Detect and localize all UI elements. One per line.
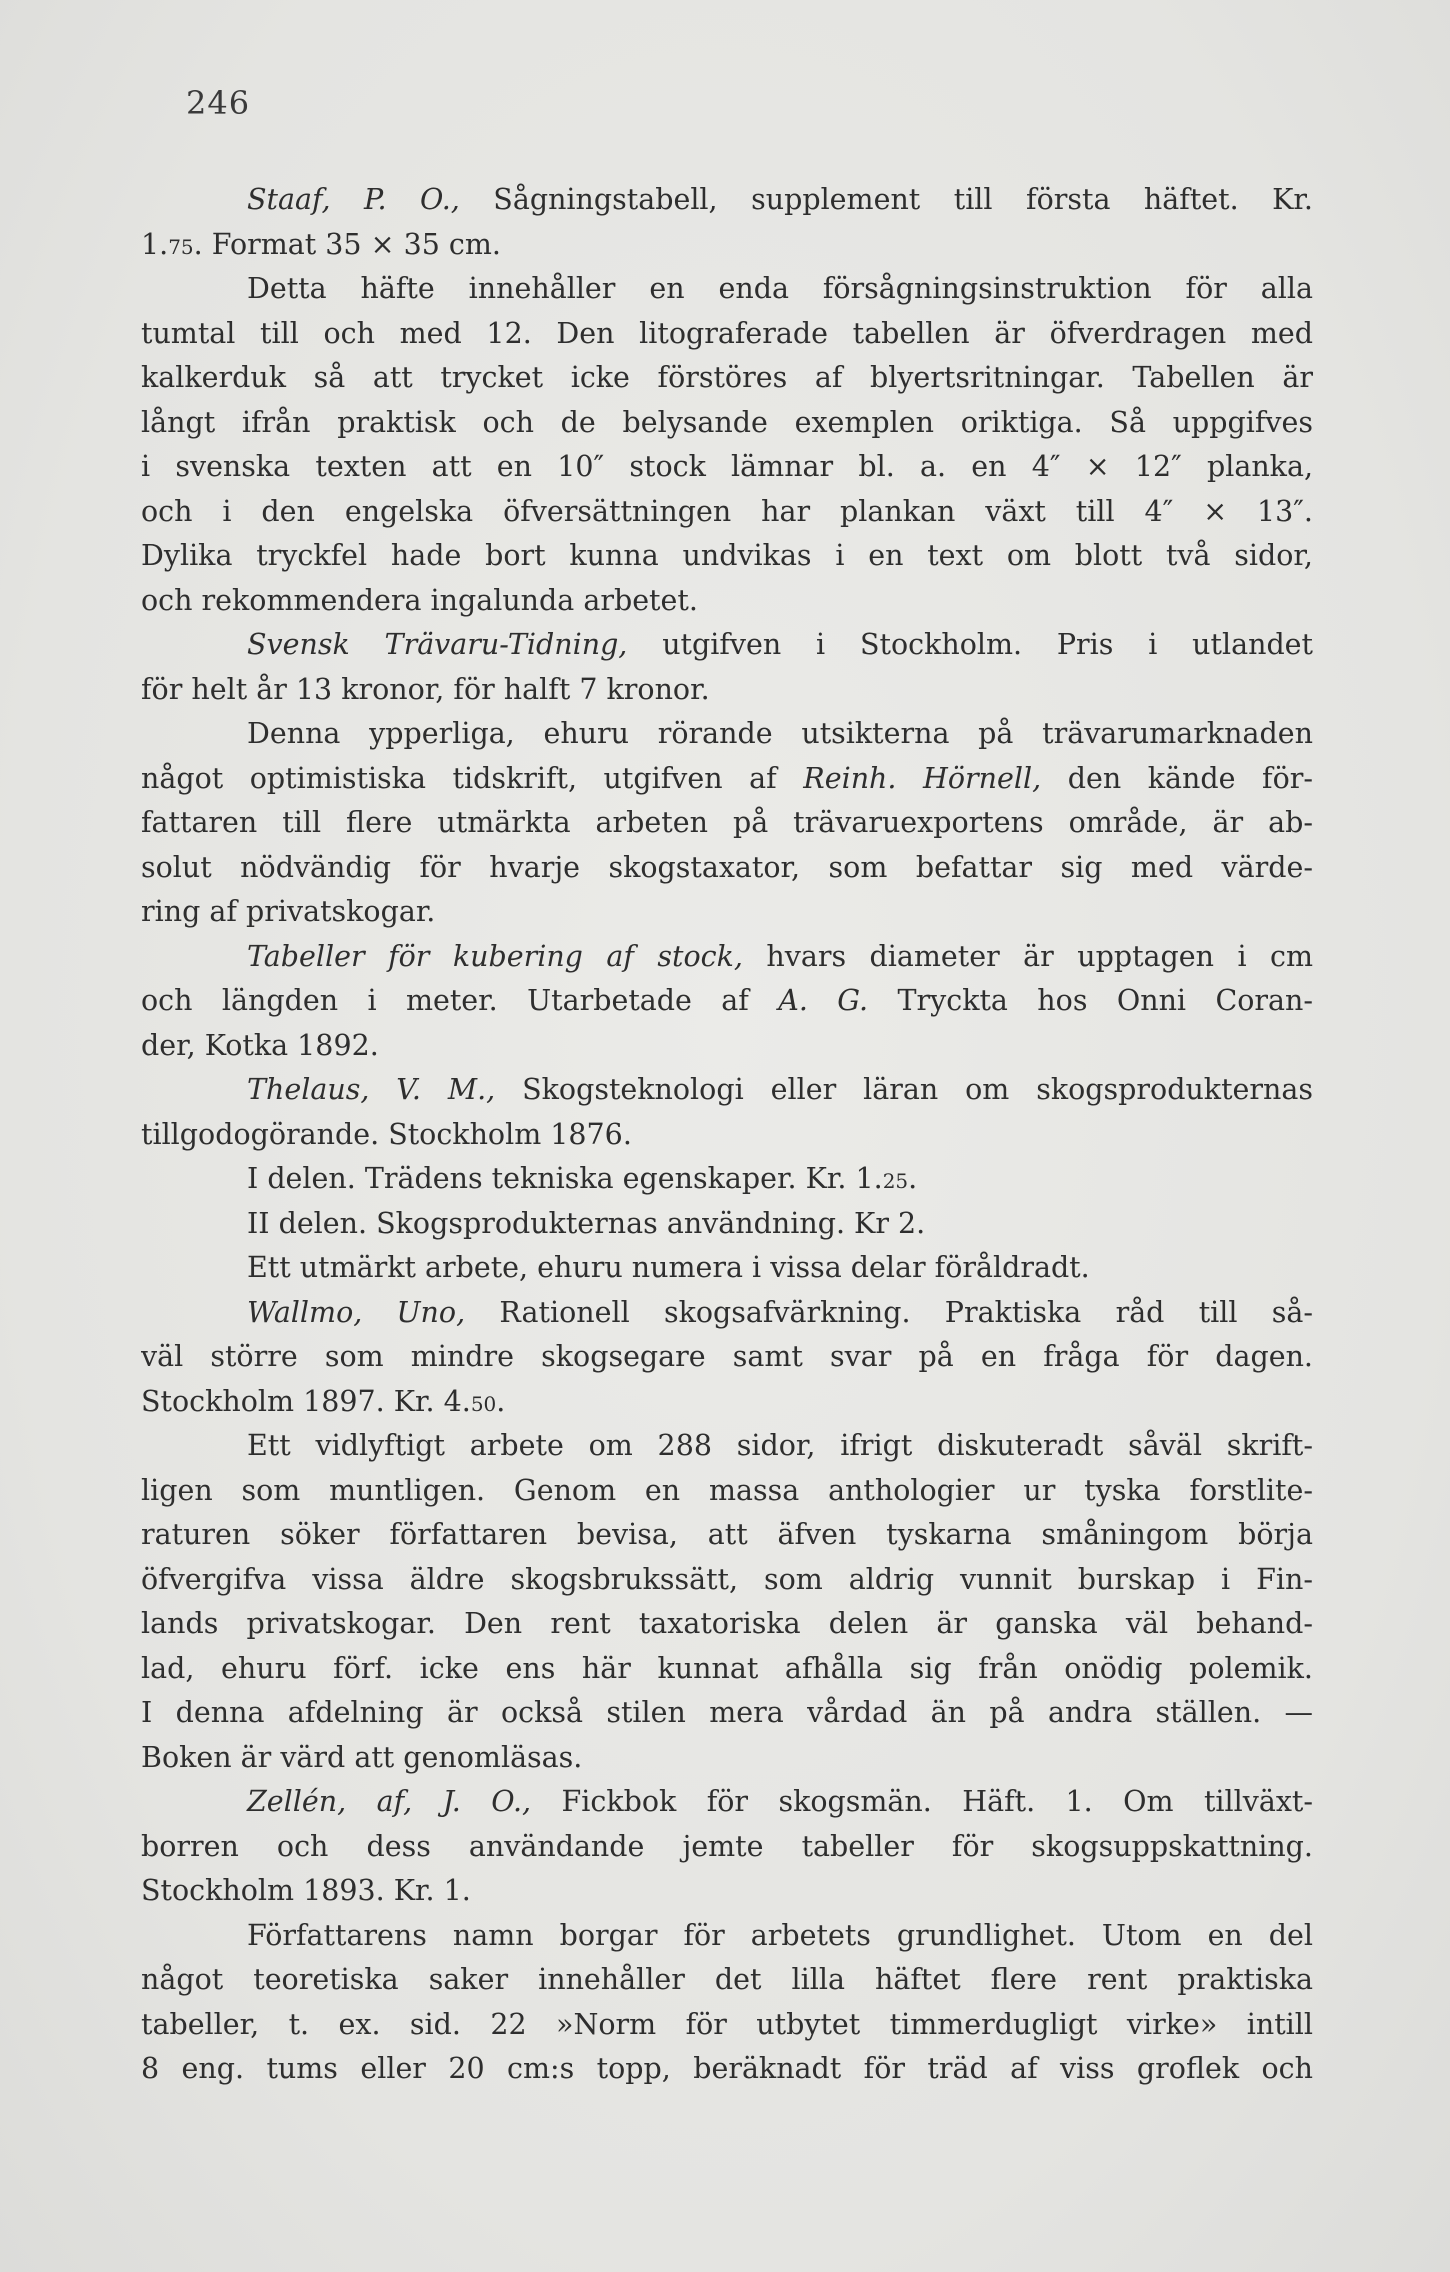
text-segment: Detta häfte innehåller en enda försågningsinstruktion för alla xyxy=(247,272,1313,305)
text-line xyxy=(141,1736,1313,1781)
text-line xyxy=(141,1869,1313,1914)
text-segment: tillgodogörande. Stockholm 1876. xyxy=(141,1117,632,1151)
text-line xyxy=(141,623,1313,668)
text-line xyxy=(141,1558,1313,1603)
text-segment: Ett utmärkt arbete, ehuru numera i vissa delar föråldradt. xyxy=(247,1251,1090,1284)
text-line xyxy=(141,1691,1313,1736)
text-segment: borren och dess användande jemte tabeller för skogsuppskattning. xyxy=(141,1829,1313,1863)
text-segment: kalkerduk så att trycket icke förstöres af blyertsritningar. Tabellen är xyxy=(141,361,1313,394)
text-line xyxy=(141,1380,1313,1425)
text-line xyxy=(141,1602,1313,1647)
text-segment: ring af privatskogar. xyxy=(141,895,436,928)
text-line xyxy=(141,935,1313,980)
text-segment: Fickbok för skogsmän. Häft. 1. Om tillväxt- xyxy=(531,1785,1313,1818)
text-segment: II delen. Skogsprodukternas användning. Kr 2. xyxy=(247,1206,926,1240)
text-segment: Sågningstabell, supplement till första häftet. Kr. xyxy=(459,183,1313,216)
text-segment: lands privatskogar. Den rent taxatoriska delen är ganska väl behand- xyxy=(141,1607,1313,1640)
text-block xyxy=(141,178,1313,2092)
text-segment: hvars diameter är upptagen i cm xyxy=(742,939,1313,973)
text-line xyxy=(141,223,1313,268)
text-line xyxy=(141,668,1313,713)
text-segment: 50 xyxy=(470,1391,497,1416)
text-segment: ligen som muntligen. Genom en massa anthologier ur tyska forstlite- xyxy=(141,1473,1313,1507)
text-line xyxy=(141,312,1313,357)
text-line xyxy=(141,1024,1313,1069)
text-line xyxy=(141,801,1313,846)
text-line xyxy=(141,579,1313,624)
text-line xyxy=(141,1068,1313,1113)
italic-segment: Tabeller för kubering af stock, xyxy=(247,939,743,973)
text-line xyxy=(141,490,1313,535)
text-line xyxy=(141,1469,1313,1514)
text-segment: Stockholm 1897. Kr. 4. xyxy=(141,1384,471,1418)
text-segment: Boken är värd att genomläsas. xyxy=(141,1740,583,1774)
text-line xyxy=(141,534,1313,579)
text-segment: 8 eng. tums eller 20 cm:s topp, beräknadt för träd af viss groflek och xyxy=(141,2052,1313,2085)
text-segment: fattaren till flere utmärkta arbeten på trävaruexportens område, är ab- xyxy=(141,806,1313,839)
text-segment: . Format 35 × 35 cm. xyxy=(193,227,501,261)
text-segment: raturen söker författaren bevisa, att äfven tyskarna småningom börja xyxy=(141,1518,1313,1551)
text-segment: Författarens namn borgar för arbetets grundlighet. Utom en del xyxy=(247,1918,1313,1952)
text-segment: 25 xyxy=(882,1169,909,1193)
text-segment: . xyxy=(908,1162,918,1195)
text-segment: tabeller, t. ex. sid. 22 »Norm för utbytet timmerdugligt virke» intill xyxy=(141,2007,1313,2041)
text-line xyxy=(141,1246,1313,1291)
italic-segment: Wallmo, Uno, xyxy=(247,1295,466,1329)
italic-segment: Staaf, P. O., xyxy=(247,183,460,216)
italic-segment: Zellén, af, J. O., xyxy=(247,1785,532,1818)
text-segment: I denna afdelning är också stilen mera vårdad än på andra ställen. — xyxy=(141,1696,1313,1729)
text-line xyxy=(141,2003,1313,2048)
text-line xyxy=(141,1424,1313,1469)
text-segment: den kände för- xyxy=(1041,761,1313,795)
text-line xyxy=(141,1113,1313,1158)
text-line xyxy=(141,267,1313,312)
text-line xyxy=(141,1958,1313,2003)
text-segment: 1. xyxy=(141,227,169,261)
text-segment: och i den engelska öfversättningen har plankan växt till 4″ × 13″. xyxy=(141,494,1313,528)
text-segment: något teoretiska saker innehåller det lilla häftet flere rent praktiska xyxy=(141,1963,1313,1996)
text-segment: utgifven i Stockholm. Pris i utlandet xyxy=(627,628,1313,661)
text-segment: tumtal till och med 12. Den litograferade tabellen är öfverdragen med xyxy=(141,316,1313,350)
text-line xyxy=(141,846,1313,891)
text-segment: 75 xyxy=(168,234,194,259)
text-line xyxy=(141,445,1313,490)
text-segment: Denna ypperliga, ehuru rörande utsikterna på trävarumarknaden xyxy=(247,717,1313,750)
text-segment: der, Kotka 1892. xyxy=(141,1028,379,1062)
text-line xyxy=(141,1914,1313,1959)
text-segment: väl större som mindre skogsegare samt svar på en fråga för dagen. xyxy=(141,1340,1313,1373)
text-line xyxy=(141,2047,1313,2092)
text-line xyxy=(141,401,1313,446)
text-segment: Ett vidlyftigt arbete om 288 sidor, ifrigt diskuteradt såväl skrift- xyxy=(247,1429,1313,1462)
text-line xyxy=(141,757,1313,802)
text-line xyxy=(141,178,1313,223)
text-line xyxy=(141,1647,1313,1692)
text-segment: något optimistiska tidskrift, utgifven af xyxy=(141,761,804,795)
text-line xyxy=(141,1825,1313,1870)
text-line xyxy=(141,1202,1313,1247)
text-line xyxy=(141,1291,1313,1336)
italic-segment: A. G. xyxy=(778,984,869,1017)
text-line xyxy=(141,1780,1313,1825)
text-line xyxy=(141,356,1313,401)
page-number: 246 xyxy=(186,84,251,122)
text-segment: långt ifrån praktisk och de belysande exemplen oriktiga. Så uppgifves xyxy=(141,405,1313,439)
text-segment: för helt år 13 kronor, för halft 7 kronor. xyxy=(141,672,710,706)
text-line xyxy=(141,979,1313,1024)
text-segment: solut nödvändig för hvarje skogstaxator, som befattar sig med värde- xyxy=(141,850,1313,884)
text-line xyxy=(141,712,1313,757)
text-segment: Tryckta hos Onni Coran- xyxy=(868,984,1313,1017)
text-segment: . xyxy=(496,1384,506,1418)
text-line xyxy=(141,1513,1313,1558)
text-segment: lad, ehuru förf. icke ens här kunnat afhålla sig från onödig polemik. xyxy=(141,1651,1313,1685)
italic-segment: Reinh. Hörnell, xyxy=(803,761,1042,795)
text-segment: Skogsteknologi eller läran om skogsprodukternas xyxy=(495,1073,1313,1106)
text-segment: Rationell skogsafvärkning. Praktiska råd till så- xyxy=(465,1295,1313,1329)
text-segment: Dylika tryckfel hade bort kunna undvikas i en text om blott två sidor, xyxy=(141,539,1313,572)
text-segment: I delen. Trädens tekniska egenskaper. Kr. 1. xyxy=(247,1162,883,1195)
text-segment: i svenska texten att en 10″ stock lämnar bl. a. en 4″ × 12″ planka, xyxy=(141,450,1313,483)
text-line xyxy=(141,1335,1313,1380)
italic-segment: Svensk Trävaru-Tidning, xyxy=(247,628,628,661)
italic-segment: Thelaus, V. M., xyxy=(247,1073,496,1106)
text-line xyxy=(141,890,1313,935)
text-segment: Stockholm 1893. Kr. 1. xyxy=(141,1874,471,1907)
text-segment: och längden i meter. Utarbetade af xyxy=(141,984,779,1017)
text-segment: öfvergifva vissa äldre skogsbrukssätt, som aldrig vunnit burskap i Fin- xyxy=(141,1562,1313,1596)
text-segment: och rekommendera ingalunda arbetet. xyxy=(141,583,698,617)
text-line xyxy=(141,1157,1313,1202)
